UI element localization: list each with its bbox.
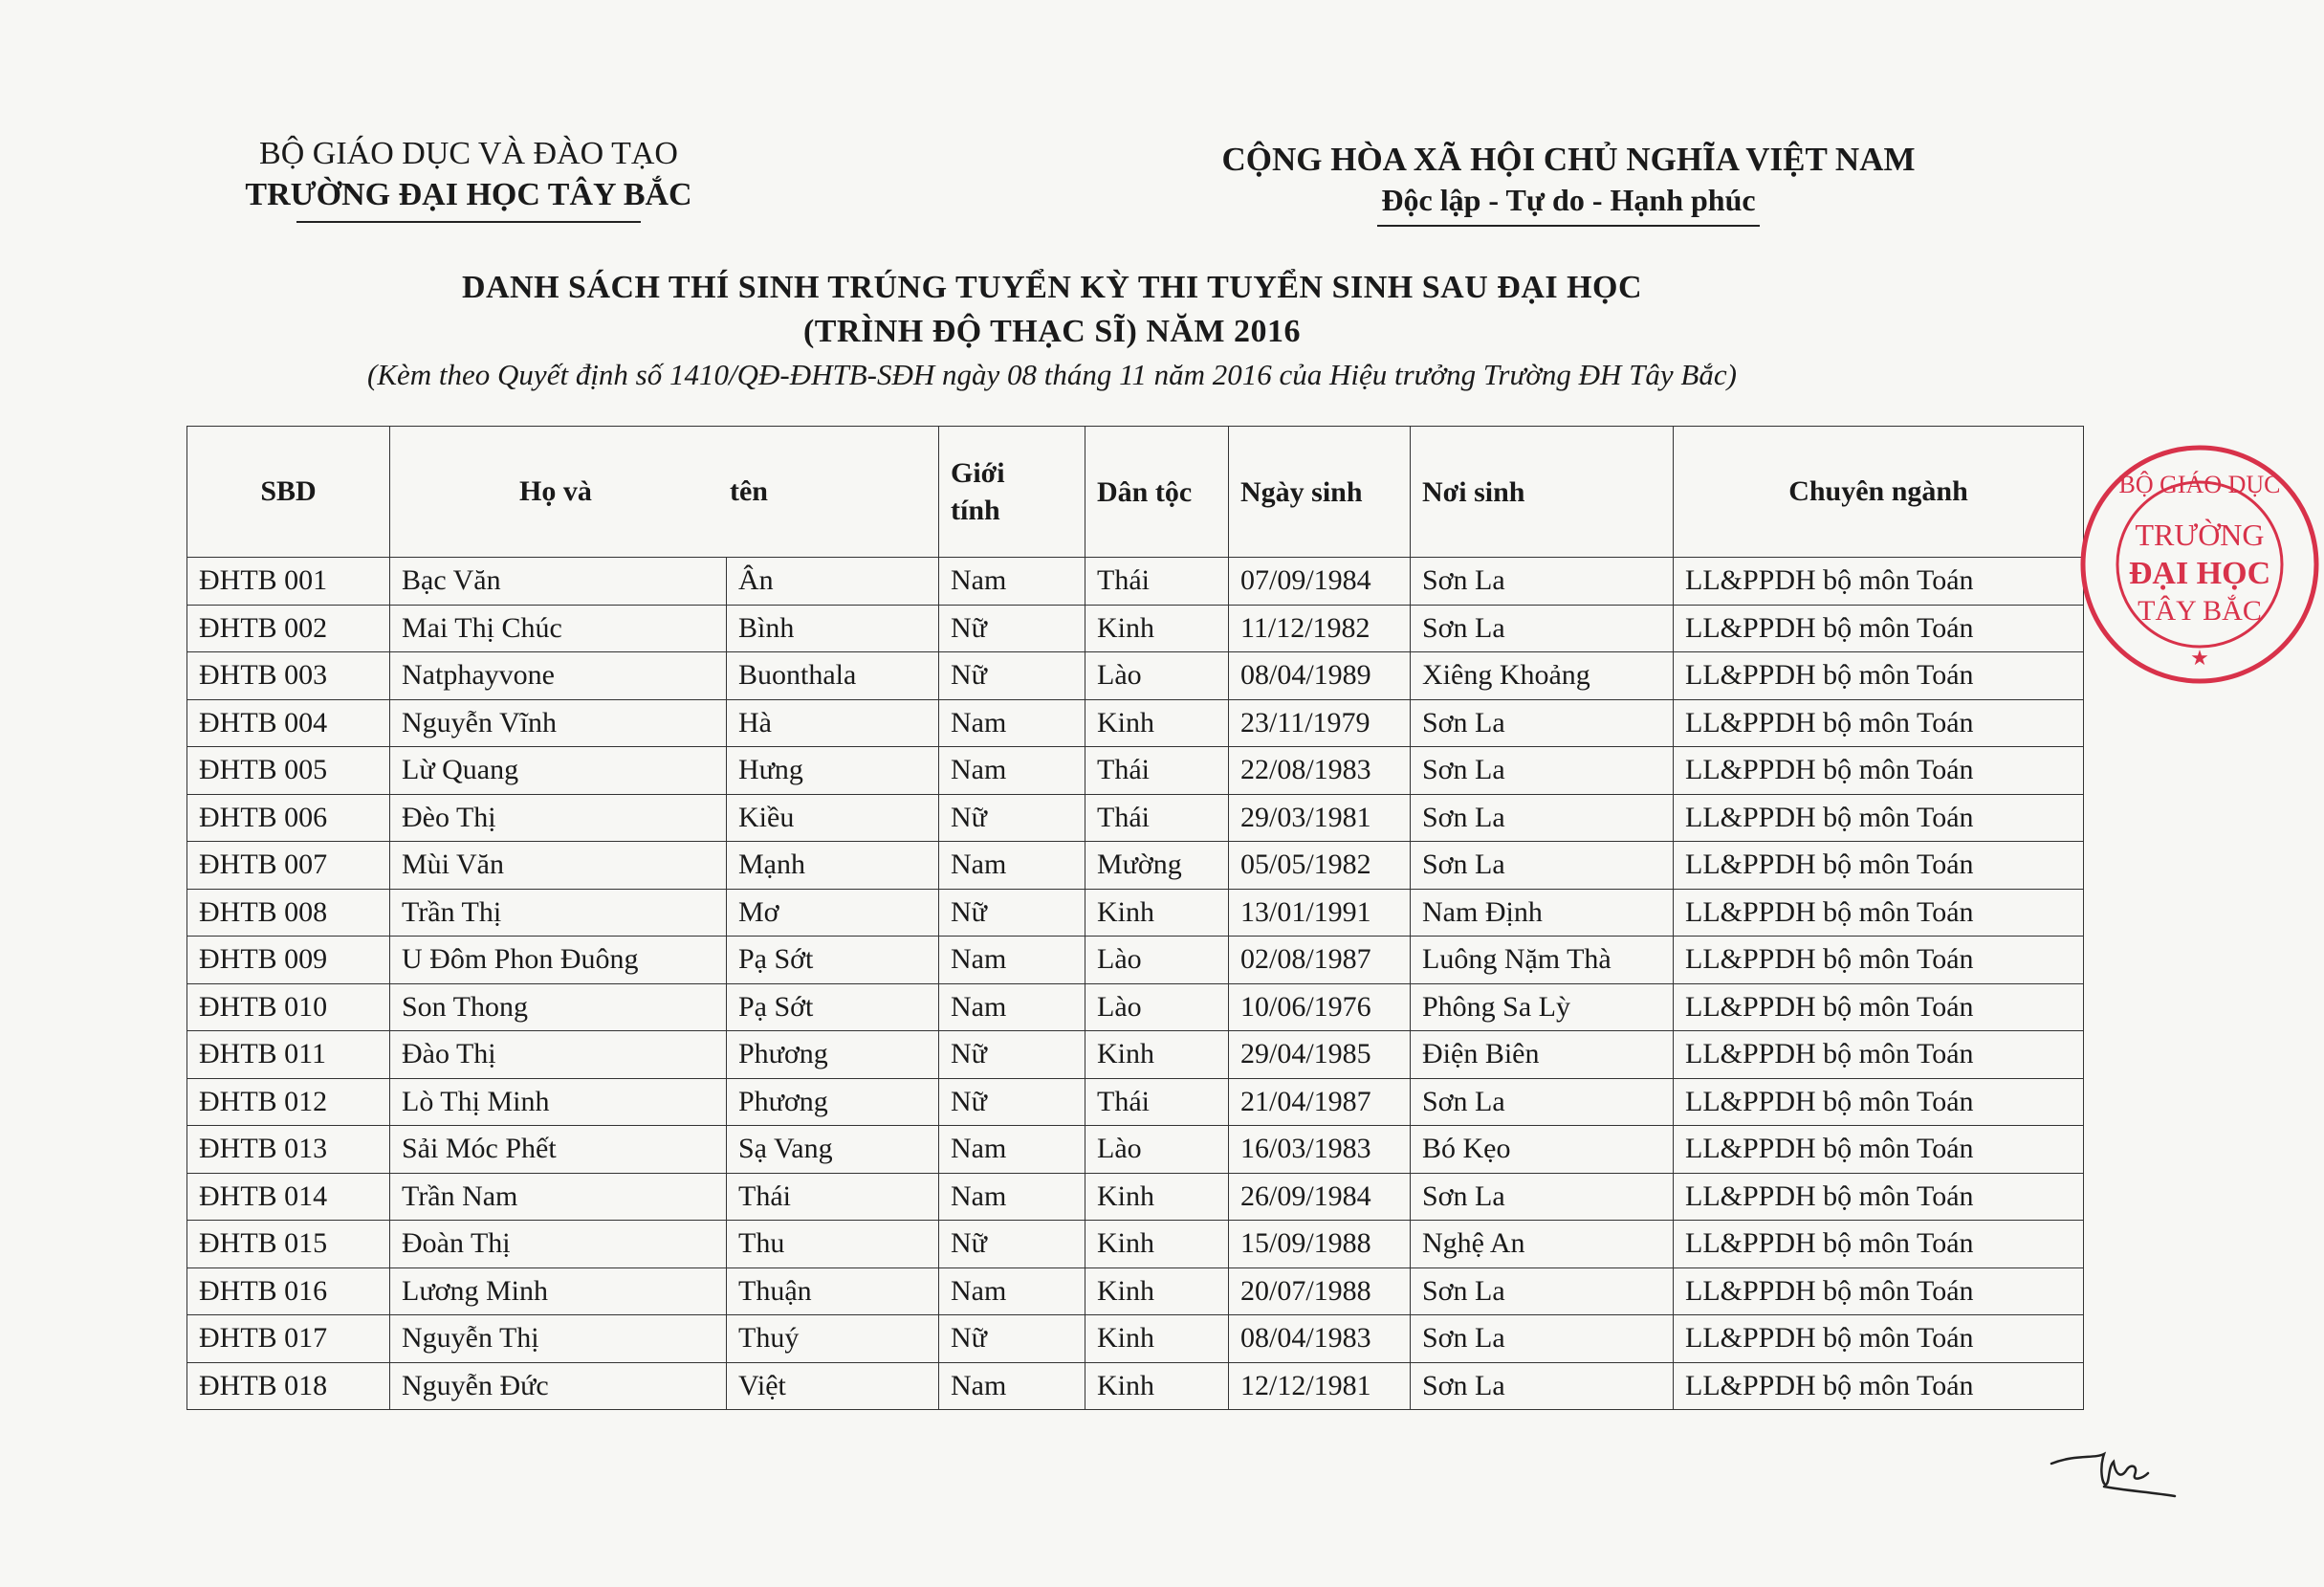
cell-dob: 07/09/1984 [1229,558,1411,606]
col-header-ten: tên [730,475,768,507]
title-line-2: (TRÌNH ĐỘ THẠC SĨ) NĂM 2016 [802,313,1302,349]
cell-dob: 26/09/1984 [1229,1173,1411,1221]
nation-header [1148,139,1989,227]
table-row [187,1315,2084,1363]
cell-birthplace: Sơn La [1411,558,1674,606]
cell-ten: Thuý [727,1315,939,1363]
cell-ethnicity: Kinh [1085,1362,1229,1410]
cell-sbd: ĐHTB 009 [187,937,390,984]
cell-ho: Đèo Thị [390,794,727,842]
cell-gender: Nữ [939,1078,1085,1126]
cell-birthplace: Xiêng Khoảng [1411,652,1674,700]
cell-ho: Lương Minh [390,1267,727,1315]
cell-ten: Ân [727,558,939,606]
cell-major: LL&PPDH bộ môn Toán [1674,747,2084,795]
cell-ethnicity: Lào [1085,937,1229,984]
cell-ethnicity: Kinh [1085,605,1229,652]
cell-ten: Thu [727,1221,939,1268]
title-line-1: DANH SÁCH THÍ SINH TRÚNG TUYỂN KỲ THI TUYỂN SINH SAU ĐẠI HỌC [461,270,1643,305]
cell-dob: 10/06/1976 [1229,983,1411,1031]
school-seal [2075,430,2281,708]
cell-birthplace: Sơn La [1411,1078,1674,1126]
seal-top-text: BỘ GIÁO DỤC [2118,471,2281,498]
cell-dob: 13/01/1991 [1229,889,1411,937]
table-row [187,842,2084,890]
cell-ho: U Đôm Phon Đuông [390,937,727,984]
cell-sbd: ĐHTB 003 [187,652,390,700]
col-header-gender [939,427,1085,558]
cell-sbd: ĐHTB 013 [187,1126,390,1174]
cell-ethnicity: Thái [1085,794,1229,842]
cell-sbd: ĐHTB 016 [187,1267,390,1315]
cell-birthplace: Nam Định [1411,889,1674,937]
seal-text-1: TRƯỜNG [2135,518,2265,552]
cell-ethnicity: Kinh [1085,1031,1229,1079]
table-row [187,652,2084,700]
cell-dob: 08/04/1983 [1229,1315,1411,1363]
table-body [187,558,2084,1410]
table-row [187,1362,2084,1410]
cell-ten: Hà [727,699,939,747]
cell-ten: Hưng [727,747,939,795]
issuer-header [172,134,765,223]
col-header-major: Chuyên ngành [1674,427,2084,558]
cell-ho: Nguyễn Vĩnh [390,699,727,747]
cell-major: LL&PPDH bộ môn Toán [1674,1267,2084,1315]
cell-ten: Pạ Sớt [727,983,939,1031]
cell-gender: Nữ [939,1315,1085,1363]
table-row [187,1031,2084,1079]
cell-ten: Pạ Sớt [727,937,939,984]
cell-ten: Mạnh [727,842,939,890]
col-header-ethnicity: Dân tộc [1085,427,1229,558]
cell-gender: Nữ [939,652,1085,700]
cell-dob: 29/03/1981 [1229,794,1411,842]
cell-ethnicity: Lào [1085,652,1229,700]
cell-sbd: ĐHTB 007 [187,842,390,890]
ministry-name: BỘ GIÁO DỤC VÀ ĐÀO TẠO [259,136,678,171]
cell-birthplace: Sơn La [1411,1315,1674,1363]
table-row [187,558,2084,606]
cell-dob: 05/05/1982 [1229,842,1411,890]
table-row [187,1126,2084,1174]
cell-gender: Nam [939,558,1085,606]
cell-gender: Nữ [939,889,1085,937]
cell-dob: 08/04/1989 [1229,652,1411,700]
cell-dob: 15/09/1988 [1229,1221,1411,1268]
cell-gender: Nữ [939,1031,1085,1079]
cell-ten: Kiều [727,794,939,842]
gender-label-2: tính [951,495,1000,526]
table-row [187,1078,2084,1126]
cell-major: LL&PPDH bộ môn Toán [1674,889,2084,937]
cell-birthplace: Nghệ An [1411,1221,1674,1268]
signature-mark-icon [2047,1425,2181,1502]
cell-ho: Trần Nam [390,1173,727,1221]
cell-ho: Son Thong [390,983,727,1031]
cell-gender: Nữ [939,1221,1085,1268]
decision-reference: (Kèm theo Quyết định số 1410/QĐ-ĐHTB-SĐH ngày 08 tháng 11 năm 2016 của Hiệu trưởng Trường ĐH Tây Bắc) [367,357,1737,391]
cell-major: LL&PPDH bộ môn Toán [1674,699,2084,747]
cell-gender: Nam [939,983,1085,1031]
cell-gender: Nữ [939,605,1085,652]
cell-dob: 02/08/1987 [1229,937,1411,984]
cell-ho: Mai Thị Chúc [390,605,727,652]
col-header-sbd: SBD [187,427,390,558]
cell-major: LL&PPDH bộ môn Toán [1674,1031,2084,1079]
cell-ethnicity: Kinh [1085,1173,1229,1221]
table-row [187,605,2084,652]
cell-ten: Thái [727,1173,939,1221]
cell-ethnicity: Thái [1085,747,1229,795]
cell-ho: Trần Thị [390,889,727,937]
cell-sbd: ĐHTB 004 [187,699,390,747]
cell-ho: Lừ Quang [390,747,727,795]
admitted-candidates-table [186,426,2084,1410]
cell-dob: 11/12/1982 [1229,605,1411,652]
cell-gender: Nam [939,1362,1085,1410]
cell-sbd: ĐHTB 002 [187,605,390,652]
cell-ten: Buonthala [727,652,939,700]
cell-birthplace: Điện Biên [1411,1031,1674,1079]
table-row [187,699,2084,747]
seal-icon [2075,430,2324,708]
cell-gender: Nam [939,1267,1085,1315]
motto-underline [1377,225,1760,227]
cell-sbd: ĐHTB 018 [187,1362,390,1410]
seal-text-2: ĐẠI HỌC [2128,556,2271,591]
cell-ethnicity: Mường [1085,842,1229,890]
cell-ho: Mùi Văn [390,842,727,890]
seal-star-icon: ★ [2190,646,2209,670]
cell-ho: Sải Móc Phết [390,1126,727,1174]
cell-major: LL&PPDH bộ môn Toán [1674,1221,2084,1268]
cell-major: LL&PPDH bộ môn Toán [1674,1078,2084,1126]
cell-ten: Sạ Vang [727,1126,939,1174]
table-row [187,889,2084,937]
table-row [187,1173,2084,1221]
cell-ethnicity: Thái [1085,558,1229,606]
school-name: TRƯỜNG ĐẠI HỌC TÂY BẮC [245,176,692,212]
table-row [187,794,2084,842]
cell-sbd: ĐHTB 011 [187,1031,390,1079]
cell-sbd: ĐHTB 014 [187,1173,390,1221]
cell-ho: Nguyễn Đức [390,1362,727,1410]
cell-ten: Phương [727,1031,939,1079]
gender-label-1: Giới [951,457,1005,489]
cell-major: LL&PPDH bộ môn Toán [1674,937,2084,984]
col-header-fullname [390,427,939,558]
cell-birthplace: Phông Sa Lỳ [1411,983,1674,1031]
cell-major: LL&PPDH bộ môn Toán [1674,842,2084,890]
cell-major: LL&PPDH bộ môn Toán [1674,652,2084,700]
cell-sbd: ĐHTB 005 [187,747,390,795]
cell-dob: 22/08/1983 [1229,747,1411,795]
cell-sbd: ĐHTB 008 [187,889,390,937]
cell-major: LL&PPDH bộ môn Toán [1674,794,2084,842]
cell-birthplace: Sơn La [1411,699,1674,747]
table-row [187,1221,2084,1268]
cell-major: LL&PPDH bộ môn Toán [1674,605,2084,652]
cell-ethnicity: Lào [1085,983,1229,1031]
cell-dob: 16/03/1983 [1229,1126,1411,1174]
cell-dob: 21/04/1987 [1229,1078,1411,1126]
cell-sbd: ĐHTB 010 [187,983,390,1031]
cell-birthplace: Sơn La [1411,1173,1674,1221]
cell-sbd: ĐHTB 006 [187,794,390,842]
cell-ethnicity: Lào [1085,1126,1229,1174]
cell-gender: Nam [939,937,1085,984]
cell-sbd: ĐHTB 012 [187,1078,390,1126]
cell-ten: Bình [727,605,939,652]
table-row [187,937,2084,984]
table-row [187,983,2084,1031]
nation-motto: Độc lập - Tự do - Hạnh phúc [1381,182,1756,217]
school-underline [296,221,641,223]
cell-birthplace: Sơn La [1411,1267,1674,1315]
cell-sbd: ĐHTB 001 [187,558,390,606]
cell-dob: 23/11/1979 [1229,699,1411,747]
cell-dob: 12/12/1981 [1229,1362,1411,1410]
cell-ho: Đào Thị [390,1031,727,1079]
table-row [187,747,2084,795]
cell-ethnicity: Kinh [1085,889,1229,937]
seal-text-3: TÂY BẮC [2138,595,2262,627]
cell-major: LL&PPDH bộ môn Toán [1674,1362,2084,1410]
cell-birthplace: Sơn La [1411,794,1674,842]
cell-dob: 29/04/1985 [1229,1031,1411,1079]
cell-ethnicity: Kinh [1085,1267,1229,1315]
cell-ethnicity: Kinh [1085,1315,1229,1363]
cell-birthplace: Luông Nặm Thà [1411,937,1674,984]
cell-gender: Nam [939,842,1085,890]
cell-birthplace: Sơn La [1411,605,1674,652]
cell-ten: Việt [727,1362,939,1410]
document-title [191,266,1913,395]
cell-major: LL&PPDH bộ môn Toán [1674,558,2084,606]
cell-gender: Nam [939,699,1085,747]
table-header-row [187,427,2084,558]
cell-gender: Nam [939,747,1085,795]
col-header-dob: Ngày sinh [1229,427,1411,558]
cell-ho: Natphayvone [390,652,727,700]
cell-sbd: ĐHTB 017 [187,1315,390,1363]
cell-ten: Mơ [727,889,939,937]
cell-major: LL&PPDH bộ môn Toán [1674,1315,2084,1363]
cell-ten: Phương [727,1078,939,1126]
cell-birthplace: Sơn La [1411,842,1674,890]
cell-sbd: ĐHTB 015 [187,1221,390,1268]
cell-gender: Nam [939,1126,1085,1174]
cell-ho: Bạc Văn [390,558,727,606]
cell-ho: Đoàn Thị [390,1221,727,1268]
cell-ten: Thuận [727,1267,939,1315]
cell-ethnicity: Kinh [1085,699,1229,747]
cell-birthplace: Bó Kẹo [1411,1126,1674,1174]
col-header-birthplace: Nơi sinh [1411,427,1674,558]
cell-dob: 20/07/1988 [1229,1267,1411,1315]
cell-ho: Lò Thị Minh [390,1078,727,1126]
cell-ho: Nguyễn Thị [390,1315,727,1363]
cell-major: LL&PPDH bộ môn Toán [1674,983,2084,1031]
col-header-ho: Họ và [519,475,592,507]
cell-gender: Nam [939,1173,1085,1221]
cell-gender: Nữ [939,794,1085,842]
cell-ethnicity: Thái [1085,1078,1229,1126]
table-row [187,1267,2084,1315]
cell-birthplace: Sơn La [1411,1362,1674,1410]
cell-major: LL&PPDH bộ môn Toán [1674,1173,2084,1221]
nation-name: CỘNG HÒA XÃ HỘI CHỦ NGHĨA VIỆT NAM [1221,141,1916,178]
cell-birthplace: Sơn La [1411,747,1674,795]
cell-ethnicity: Kinh [1085,1221,1229,1268]
cell-major: LL&PPDH bộ môn Toán [1674,1126,2084,1174]
